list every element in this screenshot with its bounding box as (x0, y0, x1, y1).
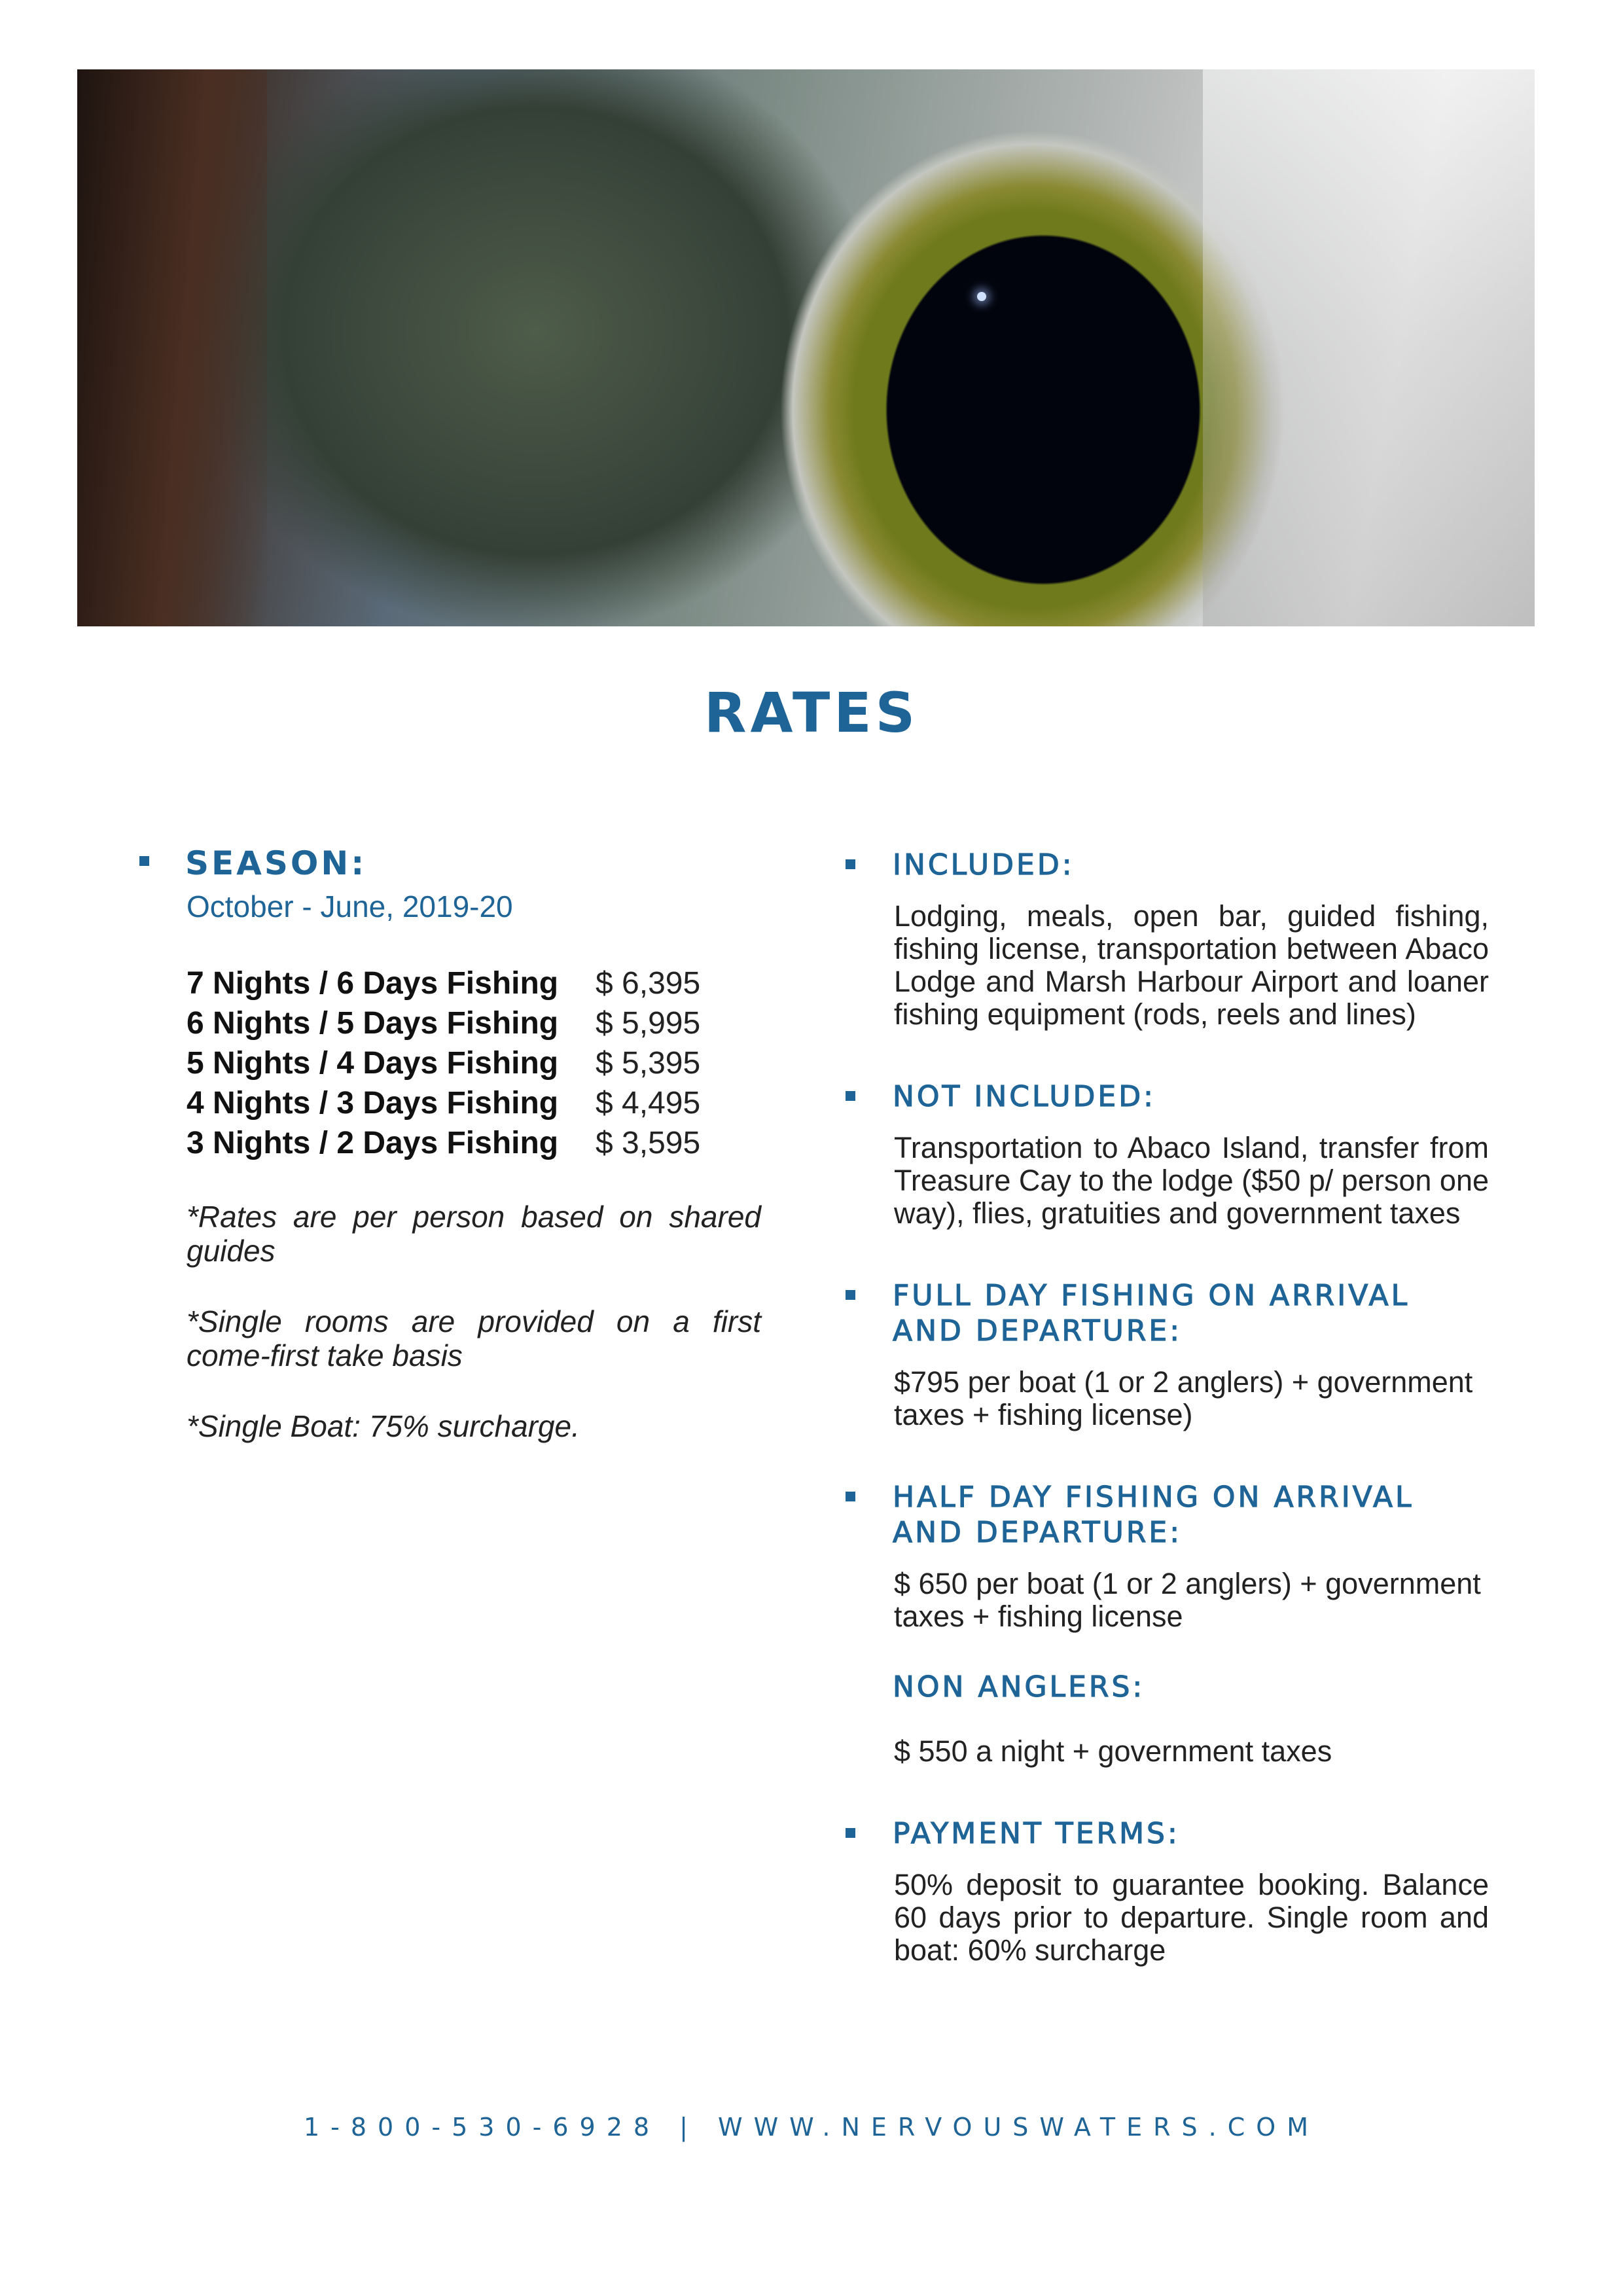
rate-row (187, 963, 761, 1003)
package-price: $ 6,395 (596, 966, 701, 1001)
package-price: $ 5,995 (596, 1006, 701, 1041)
season-header (139, 844, 761, 882)
package-price: $ 3,595 (596, 1126, 701, 1160)
bullet-icon (139, 856, 149, 866)
rate-note: *Single rooms are provided on a first come-first take basis (187, 1304, 761, 1372)
season-heading: SEASON: (185, 844, 367, 882)
footer-contact: 1-800-530-6928 | WWW.NERVOUSWATERS.COM (303, 2113, 1319, 2142)
season-column (139, 844, 761, 1443)
section-body: $ 650 per boat (1 or 2 anglers) + government taxes + fishing license (894, 1567, 1481, 1633)
hero-image (77, 69, 1535, 626)
package-label: 7 Nights / 6 Days Fishing (187, 966, 559, 1001)
season-dates: October - June, 2019-20 (187, 889, 513, 924)
package-price: $ 4,495 (596, 1086, 701, 1121)
section-header (844, 1816, 1489, 1852)
section-header (844, 1278, 1489, 1349)
package-label: 6 Nights / 5 Days Fishing (187, 1006, 559, 1041)
section-body: $ 550 a night + government taxes (894, 1734, 1332, 1768)
section-heading: NOT INCLUDED: (893, 1080, 1156, 1113)
section-heading: NON ANGLERS: (893, 1670, 1145, 1704)
eye-glint (977, 292, 986, 301)
details-column (844, 848, 1489, 1967)
fish-scale-area (1203, 69, 1535, 626)
not-included-section (844, 1079, 1489, 1230)
full-day-section (844, 1278, 1489, 1431)
rate-row (187, 1043, 761, 1083)
half-day-section (844, 1480, 1489, 1633)
package-label: 4 Nights / 3 Days Fishing (187, 1086, 559, 1121)
rate-row (187, 1083, 761, 1123)
bullet-icon (846, 859, 855, 869)
non-anglers-section (844, 1670, 1489, 1768)
section-header (844, 1079, 1489, 1115)
bullet-icon (846, 1091, 855, 1101)
rate-note: *Single Boat: 75% surcharge. (187, 1409, 580, 1443)
payment-terms-section (844, 1816, 1489, 1967)
section-header (844, 1480, 1489, 1551)
bullet-icon (846, 1828, 855, 1838)
section-heading: INCLUDED: (893, 848, 1075, 882)
fish-gill-area (77, 69, 267, 626)
page-title: RATES (704, 681, 919, 745)
bullet-icon (846, 1290, 855, 1300)
package-label: 3 Nights / 2 Days Fishing (187, 1126, 559, 1160)
rate-note: *Rates are per person based on shared guides (187, 1200, 761, 1268)
rate-row (187, 1003, 761, 1043)
section-body: $795 per boat (1 or 2 anglers) + government taxes + fishing license) (894, 1365, 1473, 1431)
section-body: Transportation to Abaco Island, transfer from Treasure Cay to the lodge ($50 p/ person one way), flies, gratuities and government taxes (894, 1131, 1489, 1230)
package-label: 5 Nights / 4 Days Fishing (187, 1046, 559, 1081)
rate-row (187, 1123, 761, 1163)
section-heading: PAYMENT TERMS: (893, 1817, 1180, 1850)
section-heading: FULL DAY FISHING ON ARRIVAL AND DEPARTURE: (893, 1279, 1410, 1348)
section-body: Lodging, meals, open bar, guided fishing, fishing license, transportation between Abaco Lodge and Marsh Harbour Airport and loaner fishing equipment (rods, reels and lines) (894, 899, 1489, 1031)
package-price: $ 5,395 (596, 1046, 701, 1081)
bullet-icon (846, 1492, 855, 1501)
section-header (844, 1670, 1489, 1705)
section-body: 50% deposit to guarantee booking. Balance 60 days prior to departure. Single room and boat: 60% surcharge (894, 1868, 1489, 1967)
included-section (844, 848, 1489, 1031)
section-header (844, 848, 1489, 883)
section-heading: HALF DAY FISHING ON ARRIVAL AND DEPARTURE: (893, 1480, 1414, 1549)
rates-table (187, 963, 761, 1163)
